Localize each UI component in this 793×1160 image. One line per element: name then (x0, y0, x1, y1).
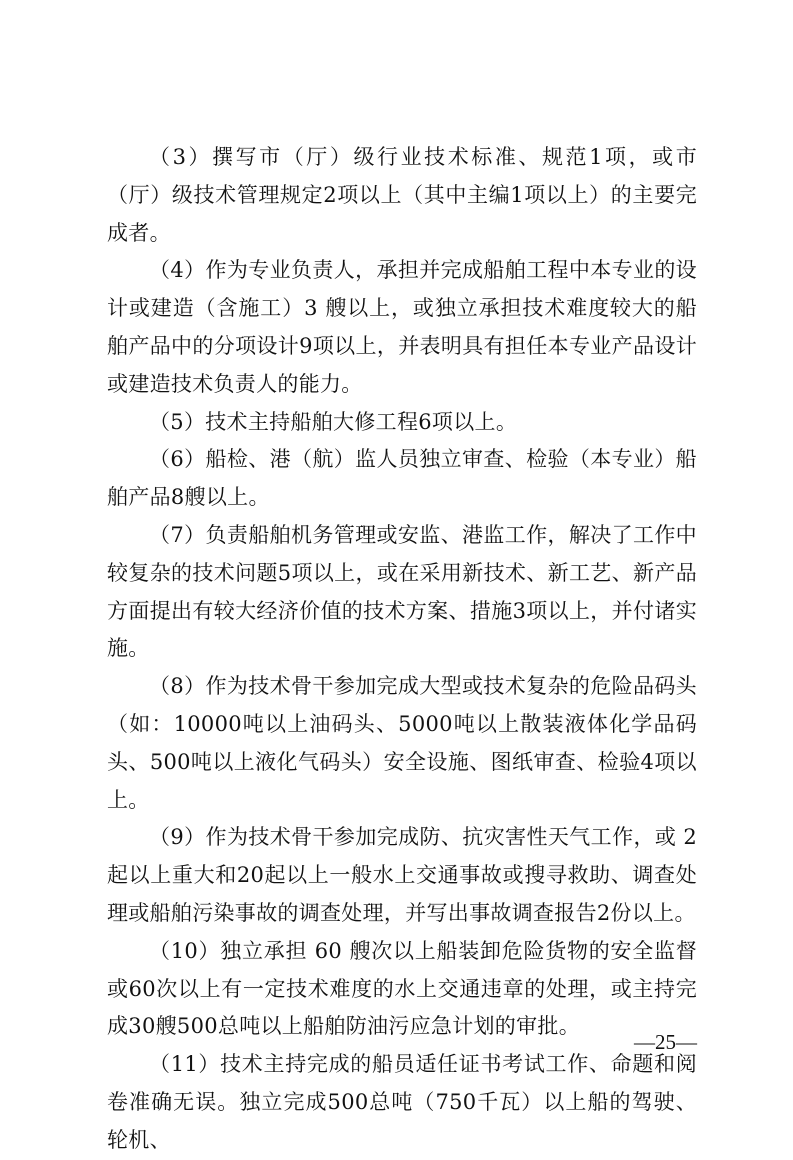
paragraph-item-7: （7）负责船舶机务管理或安监、港监工作，解决了工作中较复杂的技术问题5项以上，或在采用新技术、新工艺、新产品方面提出有较大经济价值的技术方案、措施3项以上，并付诸实施。 (107, 522, 697, 661)
paragraph-item-3: （3）撰写市（厅）级行业技术标准、规范1项，或市（厅）级技术管理规定2项以上（其中主编1项以上）的主要完成者。 (107, 145, 697, 245)
paragraph-item-10: （10）独立承担 60 艘次以上船装卸危险货物的安全监督或60次以上有一定技术难度的水上交通违章的处理，或主持完成30艘500总吨以上船舶防油污应急计划的审批。 (107, 938, 697, 1039)
paragraph-item-5: （5）技术主持船舶大修工程6项以上。 (149, 409, 518, 434)
paragraph-item-6: （6）船检、港（航）监人员独立审查、检验（本专业）船舶产品8艘以上。 (107, 447, 697, 510)
page-number: —25— (634, 1030, 697, 1054)
paragraph-item-11: （11）技术主持完成的船员适任证书考试工作、命题和阅卷准确无误。独立完成500总吨（750千瓦）以上船的驾驶、轮机、 (107, 1052, 697, 1152)
document-body (107, 139, 697, 1160)
paragraph-item-4: （4）作为专业负责人，承担并完成船舶工程中本专业的设计或建造（含施工）3 艘以上，或独立承担技术难度较大的船舶产品中的分项设计9项以上，并表明具有担任本专业产品设计或建造技术负责人的能力。 (107, 258, 697, 396)
paragraph-item-8: （8）作为技术骨干参加完成大型或技术复杂的危险品码头（如：10000吨以上油码头、5000吨以上散装液体化学品码头、500吨以上液化气码头）安全设施、图纸审查、检验4项以上。 (107, 674, 697, 812)
paragraph-item-9: （9）作为技术骨干参加完成防、抗灾害性天气工作，或 2 起以上重大和20起以上一般水上交通事故或搜寻救助、调查处理或船舶污染事故的调查处理，并写出事故调查报告2份以上。 (107, 825, 697, 925)
